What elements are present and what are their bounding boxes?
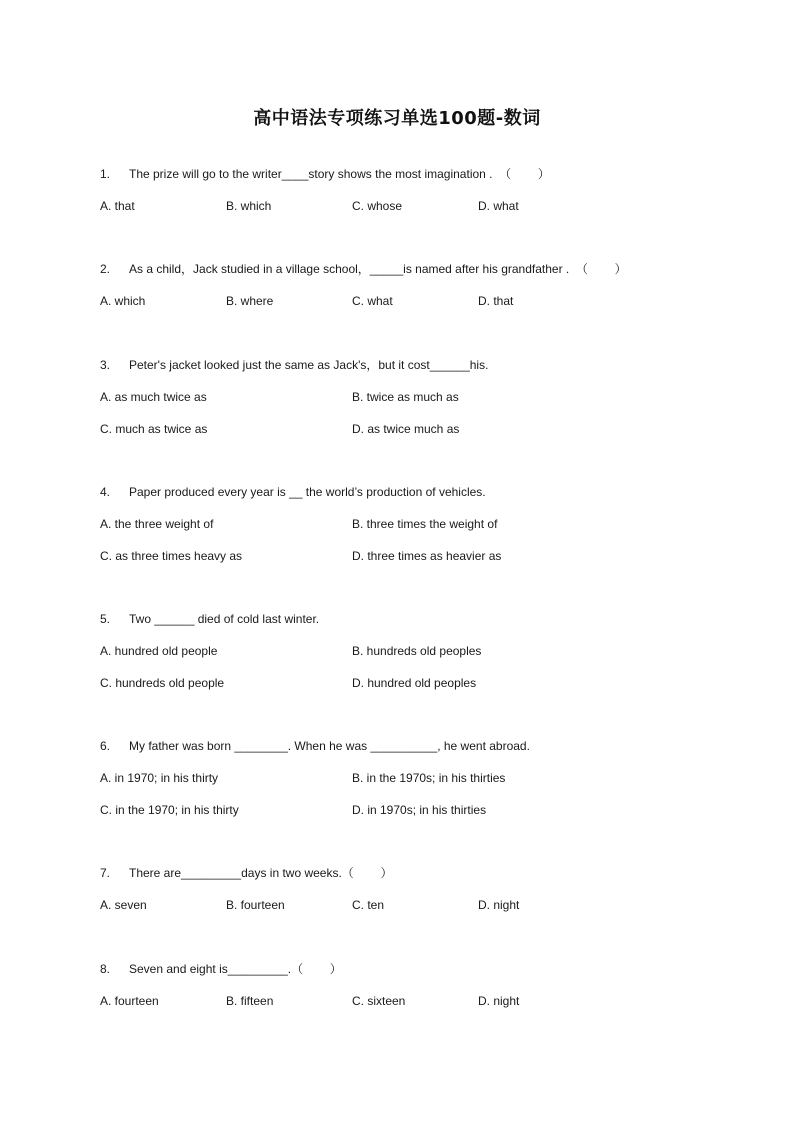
question-stem [100,261,720,277]
options-row [100,675,720,691]
option-a: A. fourteen [100,994,159,1008]
option-a: A. hundred old people [100,644,218,658]
options-row [100,421,720,437]
question-number: 2. [100,262,111,276]
page-title: 高中语法专项练习单选100题-数词 [253,108,541,129]
question-text: Paper produced every year is __ the world’s production of vehicles. [129,485,486,499]
option-b: B. which [226,199,272,213]
option-b: B. fourteen [226,898,285,912]
question-text: There are_________days in two weeks.（ ） [129,866,393,880]
question-stem [100,865,720,881]
option-d: D. that [478,294,514,308]
options-row [100,389,720,405]
question-5 [100,611,720,691]
question-stem [100,961,720,977]
options-row [100,516,720,532]
option-c: C. sixteen [352,994,406,1008]
question-stem [100,611,720,627]
option-c: C. what [352,294,393,308]
question-text: The prize will go to the writer____story shows the most imagination . （ ） [129,167,550,181]
question-1 [100,166,720,214]
option-b: B. hundreds old peoples [352,644,482,658]
question-text: Seven and eight is_________.（ ） [129,962,342,976]
option-b: B. in the 1970s; in his thirties [352,771,506,785]
option-c: C. in the 1970; in his thirty [100,803,239,817]
options-row [100,993,720,1009]
option-a: A. seven [100,898,147,912]
question-number: 4. [100,485,111,499]
option-d: D. three times as heavier as [352,549,502,563]
option-b: B. twice as much as [352,390,459,404]
option-d: D. as twice much as [352,422,460,436]
question-number: 7. [100,866,111,880]
option-a: A. the three weight of [100,517,214,531]
option-a: A. in 1970; in his thirty [100,771,219,785]
question-number: 6. [100,739,111,753]
option-d: D. hundred old peoples [352,676,477,690]
option-d: D. what [478,199,519,213]
options-row [100,198,720,214]
options-row [100,802,720,818]
question-text: Peter's jacket looked just the same as Jack's，but it cost______his. [129,358,489,372]
question-3 [100,357,720,437]
options-row [100,770,720,786]
question-2 [100,261,720,309]
question-number: 1. [100,167,111,181]
question-text: Two ______ died of cold last winter. [129,612,320,626]
option-d: D. night [478,898,520,912]
question-8 [100,961,720,1009]
question-stem [100,738,720,754]
question-number: 5. [100,612,111,626]
option-a: A. which [100,294,146,308]
options-row [100,293,720,309]
option-d: D. in 1970s; in his thirties [352,803,487,817]
option-c: C. hundreds old people [100,676,225,690]
question-text: As a child，Jack studied in a village school，_____is named after his grandfather . （ ） [129,262,627,276]
option-c: C. whose [352,199,403,213]
question-stem [100,166,720,182]
option-b: B. fifteen [226,994,274,1008]
option-b: B. three times the weight of [352,517,498,531]
options-row [100,548,720,564]
question-text: My father was born ________. When he was __________, he went abroad. [129,739,530,753]
question-number: 3. [100,358,111,372]
question-6 [100,738,720,818]
options-row [100,897,720,913]
question-stem [100,357,720,373]
question-4 [100,484,720,564]
option-a: A. as much twice as [100,390,207,404]
option-c: C. as three times heavy as [100,549,243,563]
options-row [100,643,720,659]
option-a: A. that [100,199,135,213]
question-stem [100,484,720,500]
option-c: C. much as twice as [100,422,208,436]
option-d: D. night [478,994,520,1008]
question-7 [100,865,720,913]
option-c: C. ten [352,898,385,912]
question-number: 8. [100,962,111,976]
option-b: B. where [226,294,274,308]
